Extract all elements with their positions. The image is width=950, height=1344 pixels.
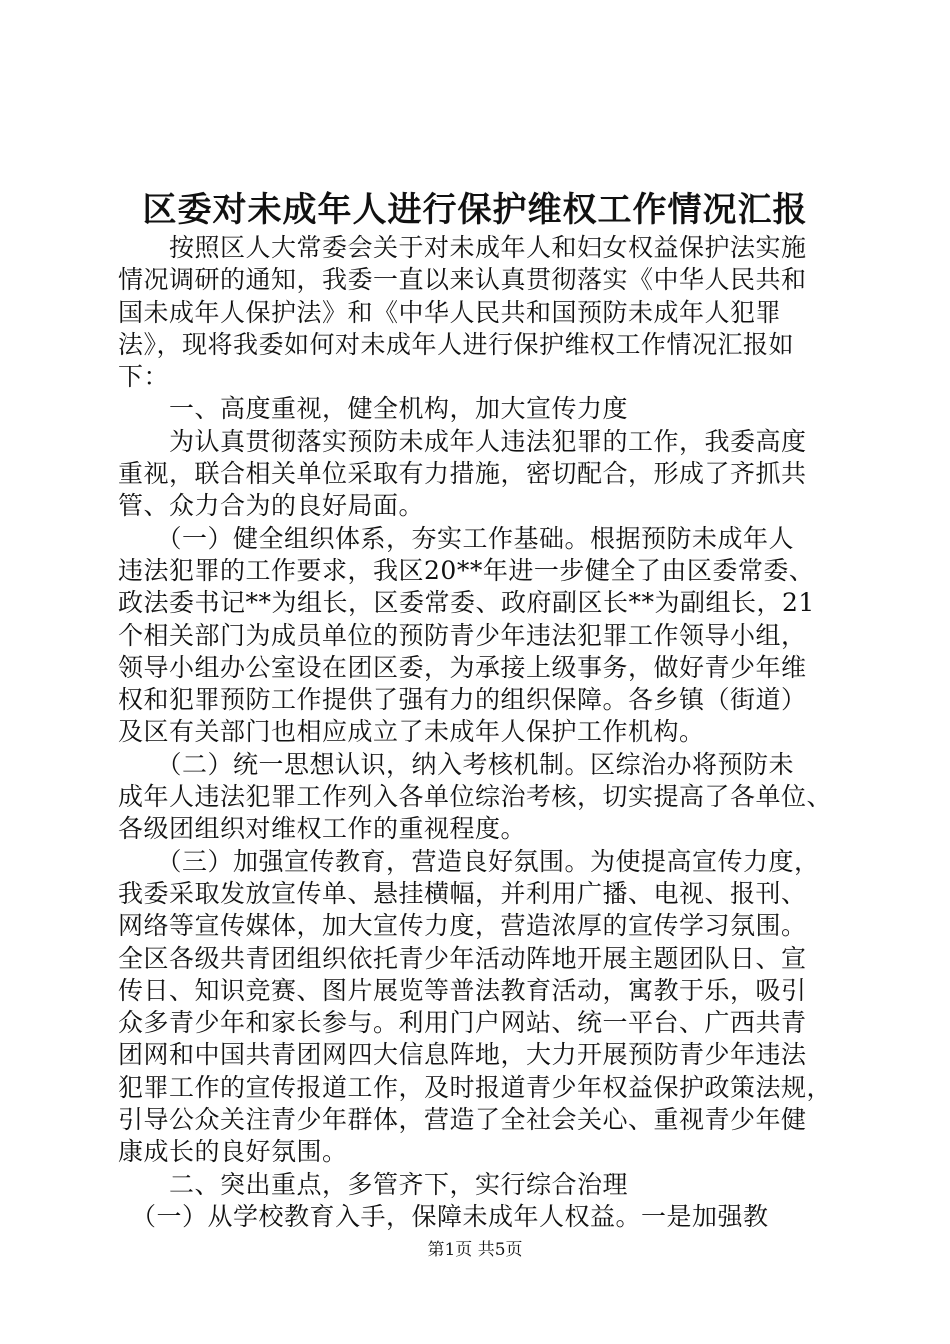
text-line: 违法犯罪的工作要求，我区20**年进一步健全了由区委常委、 [118,555,815,585]
text-line: 一、高度重视，健全机构，加大宣传力度 [118,394,629,424]
text-line: 网络等宣传媒体，加大宣传力度，营造浓厚的宣传学习氛围。 [118,911,807,941]
text-line: （一）健全组织体系，夯实工作基础。根据预防未成年人 [118,523,795,553]
text-line: 二、突出重点，多管齐下，实行综合治理 [118,1169,629,1199]
text-line: （三）加强宣传教育，营造良好氛围。为使提高宣传力度， [118,846,820,876]
document-title: 区委对未成年人进行保护维权工作情况汇报 [142,190,808,230]
text-line: 犯罪工作的宣传报道工作，及时报道青少年权益保护政策法规， [118,1072,833,1102]
text-line: 我委采取发放宣传单、悬挂横幅，并利用广播、电视、报刊、 [118,878,807,908]
text-line: 传日、知识竞赛、图片展览等普法教育活动，寓教于乐，吸引 [118,975,807,1005]
text-line: 政法委书记**为组长，区委常委、政府副区长**为副组长，21 [118,588,815,618]
text-line: 个相关部门为成员单位的预防青少年违法犯罪工作领导小组， [118,620,807,650]
text-line: 及区有关部门也相应成立了未成年人保护工作机构。 [118,717,705,747]
text-line: 权和犯罪预防工作提供了强有力的组织保障。各乡镇（街道） [118,685,807,715]
text-line: 领导小组办公室设在团区委，为承接上级事务，做好青少年维 [118,652,807,682]
text-line: （二）统一思想认识，纳入考核机制。区综治办将预防未 [118,749,795,779]
text-line: 康成长的良好氛围。 [118,1137,348,1167]
text-line: 众多青少年和家长参与。利用门户网站、统一平台、广西共青 [118,1008,807,1038]
text-line: 引导公众关注青少年群体，营造了全社会关心、重视青少年健 [118,1105,807,1135]
text-line: 全区各级共青团组织依托青少年活动阵地开展主题团队日、宣 [118,943,807,973]
document-body [118,232,838,1233]
text-line: 按照区人大常委会关于对未成年人和妇女权益保护法实施 [118,233,807,262]
text-line: 下： [118,362,170,392]
text-line: 管、众力合为的良好局面。 [118,491,425,521]
text-line: 为认真贯彻落实预防未成年人违法犯罪的工作，我委高度 [118,426,807,456]
text-line: 各级团组织对维权工作的重视程度。 [118,814,527,844]
text-line: 团网和中国共青团网四大信息阵地，大力开展预防青少年违法 [118,1040,807,1070]
page-footer: 第1页 共5页 [427,1240,523,1260]
text-line: 国未成年人保护法》和《中华人民共和国预防未成年人犯罪 [118,297,782,327]
text-line: （一）从学校教育入手，保障未成年人权益。一是加强教 [118,1201,769,1231]
text-line: 成年人违法犯罪工作列入各单位综治考核，切实提高了各单位、 [118,782,833,812]
text-line: 情况调研的通知，我委一直以来认真贯彻落实《中华人民共和 [118,265,807,295]
text-line: 法》，现将我委如何对未成年人进行保护维权工作情况汇报如 [118,329,795,359]
text-line: 重视，联合相关单位采取有力措施，密切配合，形成了齐抓共 [118,459,807,489]
